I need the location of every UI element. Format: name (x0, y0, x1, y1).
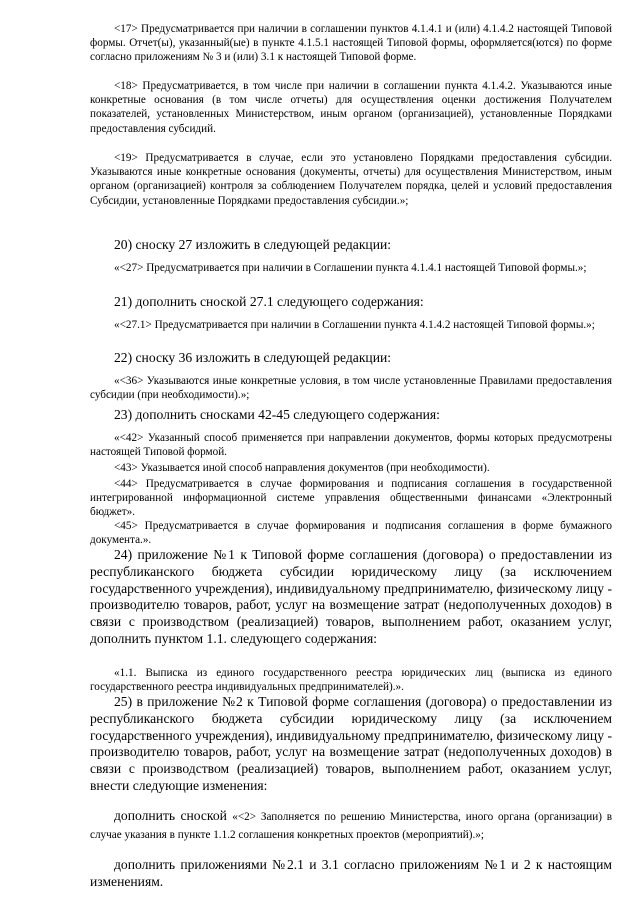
footnote-45: <45> Предусматривается в случае формирования и подписания соглашения в форме бумажного документа.». (90, 520, 612, 547)
item-23-heading: 23) дополнить сносками 42-45 следующего содержания: (114, 407, 440, 422)
footnote-27: «<27> Предусматривается при наличии в Соглашении пункта 4.1.4.1 настоящей Типовой формы.»; (114, 262, 587, 274)
footnote-2-lead: дополнить сноской (114, 808, 233, 823)
footnote-2-text: «<2> Заполняется по решению Министерства, иного органа (организации) в случае указания в пункте 1.1.2 соглашения конкретных проектов (мероприятий).»; (90, 811, 612, 841)
footnote-18: <18> Предусматривается, в том числе при наличии в соглашении пункта 4.1.4.2. Указываются иные конкретные основания (в том числе отчеты) для осуществления оценки достижения Получателем показателей, установленных Министерством, иным органом (организацией), установленные Порядками предоставления субсидий. (90, 80, 612, 135)
item-22-heading: 22) сноску 36 изложить в следующей редакции: (114, 350, 392, 365)
footnote-44: <44> Предусматривается в случае формирования и подписания соглашения в государственной интегрированной информационной системе управления общественными финансами «Электронный бюджет». (90, 478, 612, 519)
item-21-heading: 21) дополнить сноской 27.1 следующего содержания: (114, 294, 424, 309)
footnote-27-1: «<27.1> Предусматривается при наличии в Соглашении пункта 4.1.4.2 настоящей Типовой формы.»; (114, 319, 595, 331)
item-24-text: 24) приложение №1 к Типовой форме соглашения (договора) о предоставлении из республиканского бюджета субсидии юридическому лицу (за исключением государственного учреждения), индивидуальному предпринимателю, физическому лицу - производителю товаров, работ, услуг на возмещение затрат (недополученных доходов) в связи с производством (реализацией) товаров, выполнением работ, оказанием услуг, дополнить пунктом 1.1. следующего содержания: (90, 547, 612, 646)
footnote-17: <17> Предусматривается при наличии в соглашении пунктов 4.1.4.1 и (или) 4.1.4.2 настоящей Типовой формы. Отчет(ы), указанный(ые) в пункте 4.1.5.1 настоящей Типовой формы, оформляется(ются) по форме согласно приложениям № 3 и (или) 3.1 к настоящей Типовой форме. (90, 23, 612, 64)
footnote-36: «<36> Указываются иные конкретные условия, в том числе установленные Правилами предоставления субсидии (при необходимости).»; (90, 375, 612, 402)
footnote-19: <19> Предусматривается в случае, если это установлено Порядками предоставления субсидии. Указываются иные конкретные основания (документы, отчеты) для осуществления Министерством, иным органом (организацией) контроля за соблюдением Получателем порядка, целей и условий предоставления Субсидии, установленные Порядками предоставления субсидии.»; (90, 152, 612, 207)
item-25-text: 25) в приложение №2 к Типовой форме соглашения (договора) о предоставлении из республиканского бюджета субсидии юридическому лицу (за исключением государственного учреждения), индивидуальному предпринимателю, физическому лицу - производителю товаров, работ, услуг на возмещение затрат (недополученных доходов) в связи с производством (реализацией) товаров, выполнением работ, оказанием услуг, внести следующие изменения: (90, 694, 612, 793)
appendix-addition-text: дополнить приложениями №2.1 и 3.1 согласно приложениям №1 и 2 к настоящим изменениям. (90, 857, 612, 889)
footnote-2-addition (90, 808, 612, 844)
footnote-43: <43> Указывается иной способ направления документов (при необходимости). (114, 462, 490, 474)
item-1-1-text: «1.1. Выписка из единого государственного реестра юридических лиц (выписка из единого государственного реестра индивидуальных предпринимателей).». (90, 667, 612, 694)
footnote-42: «<42> Указанный способ применяется при направлении документов, формы которых предусмотрены настоящей Типовой формой. (90, 432, 612, 459)
item-20-heading: 20) сноску 27 изложить в следующей редакции: (114, 237, 392, 252)
